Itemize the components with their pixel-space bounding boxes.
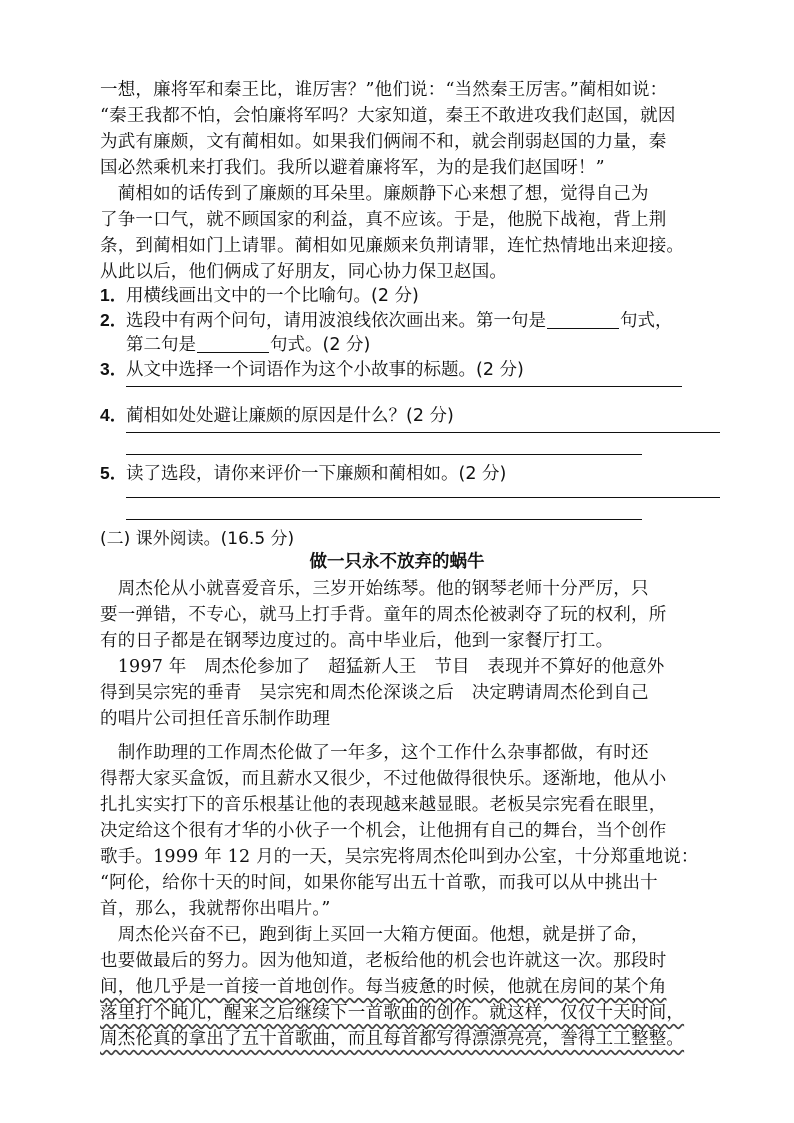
passage-line: 的唱片公司担任音乐制作助理: [100, 709, 331, 729]
answer-line[interactable]: [126, 432, 720, 433]
question-text: 句式，: [620, 311, 673, 331]
passage-line: 歌手。1999 年 12 月的一天，吴宗宪将周杰伦叫到办公室，十分郑重地说：: [100, 847, 699, 867]
question-text: 蔺相如处处避让廉颇的原因是什么？(2 分): [126, 406, 454, 426]
question-4: [100, 402, 454, 429]
question-text: 选段中有两个问句，请用波浪线依次画出来。第一句是: [126, 311, 546, 331]
answer-line[interactable]: [126, 519, 642, 520]
passage-line-wavy: 间，他几乎是一首接一首地创作。每当疲惫的时候，他就在房间的某个角: [100, 977, 667, 997]
passage-line: 条，到蔺相如门上请罪。蔺相如见廉颇来负荆请罪，连忙热情地出来迎接。: [100, 236, 685, 256]
section-heading: (二) 课外阅读。(16.5 分): [100, 529, 295, 549]
question-5: [100, 460, 506, 487]
passage-line: 有的日子都是在钢琴边度过的。高中毕业后，他到一家餐厅打工。: [100, 631, 614, 651]
question-text: 用横线画出文中的一个比喻句。(2 分): [126, 286, 419, 306]
answer-line[interactable]: [126, 497, 720, 498]
passage-line: 要一弹错，不专心，就马上打手背。童年的周杰伦被剥夺了玩的权利，所: [100, 605, 667, 625]
question-number: 5．: [100, 463, 128, 483]
passage-line: 周杰伦兴奋不已，跑到街上买回一大箱方便面。他想，就是拼了命，: [100, 925, 649, 945]
passage-line-wavy: 周杰伦真的拿出了五十首歌曲，而且每首都写得漂漂亮亮，誊得工工整整。: [100, 1029, 685, 1049]
passage-line: “阿伦，给你十天的时间，如果你能写出五十首歌，而我可以从中挑出十: [100, 873, 658, 893]
passage-line: 制作助理的工作周杰伦做了一年多，这个工作什么杂事都做，有时还: [100, 743, 649, 763]
question-text: 第二句是: [126, 335, 196, 355]
question-1: [100, 282, 419, 309]
question-text: 读了选段，请你来评价一下廉颇和蔺相如。(2 分): [126, 464, 507, 484]
question-number: 2．: [100, 310, 128, 330]
passage-line: 了争一口气，就不顾国家的利益，真不应该。于是，他脱下战袍，背上荆: [100, 210, 667, 230]
passage-line: 为武有廉颇，文有蔺相如。如果我们俩闹不和，就会削弱赵国的力量，秦: [100, 132, 667, 152]
question-2-cont: [126, 332, 370, 358]
answer-blank[interactable]: [197, 334, 269, 353]
passage-line: 蔺相如的话传到了廉颇的耳朵里。廉颇静下心来想了想，觉得自己为: [100, 184, 649, 204]
question-text: 从文中选择一个词语作为这个小故事的标题。(2 分): [126, 360, 524, 380]
question-number: 3．: [100, 359, 128, 379]
question-number: 1．: [100, 285, 128, 305]
passage-line: 国必然乘机来打我们。我所以避着廉将军，为的是我们赵国呀！”: [100, 158, 605, 178]
question-number: 4．: [100, 405, 128, 425]
passage-line: 扎扎实实打下的音乐根基让他的表现越来越显眼。老板吴宗宪看在眼里，: [100, 795, 667, 815]
answer-line[interactable]: [126, 454, 642, 455]
passage-line: 得帮大家买盒饭，而且薪水又很少，不过他做得很快乐。逐渐地，他从小: [100, 769, 667, 789]
answer-line[interactable]: [126, 386, 682, 387]
passage-line: 决定给这个很有才华的小伙子一个机会，让他拥有自己的舞台，当个创作: [100, 821, 667, 841]
question-text: 句式。(2 分): [270, 335, 371, 355]
passage-line: 也要做最后的努力。因为他知道，老板给他的机会也许就这一次。那段时: [100, 951, 667, 971]
question-3: [100, 356, 524, 383]
passage-line: “秦王我都不怕，会怕廉将军吗？大家知道，秦王不敢进攻我们赵国，就因: [100, 106, 676, 126]
question-2: [100, 307, 673, 334]
passage-line: 1997 年 周杰伦参加了 超猛新人王 节目 表现并不算好的他意外: [100, 657, 665, 677]
answer-blank[interactable]: [547, 310, 619, 329]
passage-line: 从此以后，他们俩成了好朋友，同心协力保卫赵国。: [100, 262, 508, 282]
passage-line: 得到吴宗宪的垂青 吴宗宪和周杰伦深谈之后 决定聘请周杰伦到自己: [100, 683, 649, 703]
passage-line: 首，那么，我就帮你出唱片。”: [100, 899, 331, 919]
passage-line: 周杰伦从小就喜爱音乐，三岁开始练琴。他的钢琴老师十分严厉，只: [100, 579, 649, 599]
passage-line: 一想，廉将军和秦王比，谁厉害？”他们说：“当然秦王厉害。”蔺相如说：: [100, 80, 668, 100]
story-title: 做一只永不放弃的蜗牛: [309, 552, 485, 572]
passage-line-wavy: 落里打个盹儿，醒来之后继续下一首歌曲的创作。就这样，仅仅十天时间，: [100, 1003, 685, 1023]
